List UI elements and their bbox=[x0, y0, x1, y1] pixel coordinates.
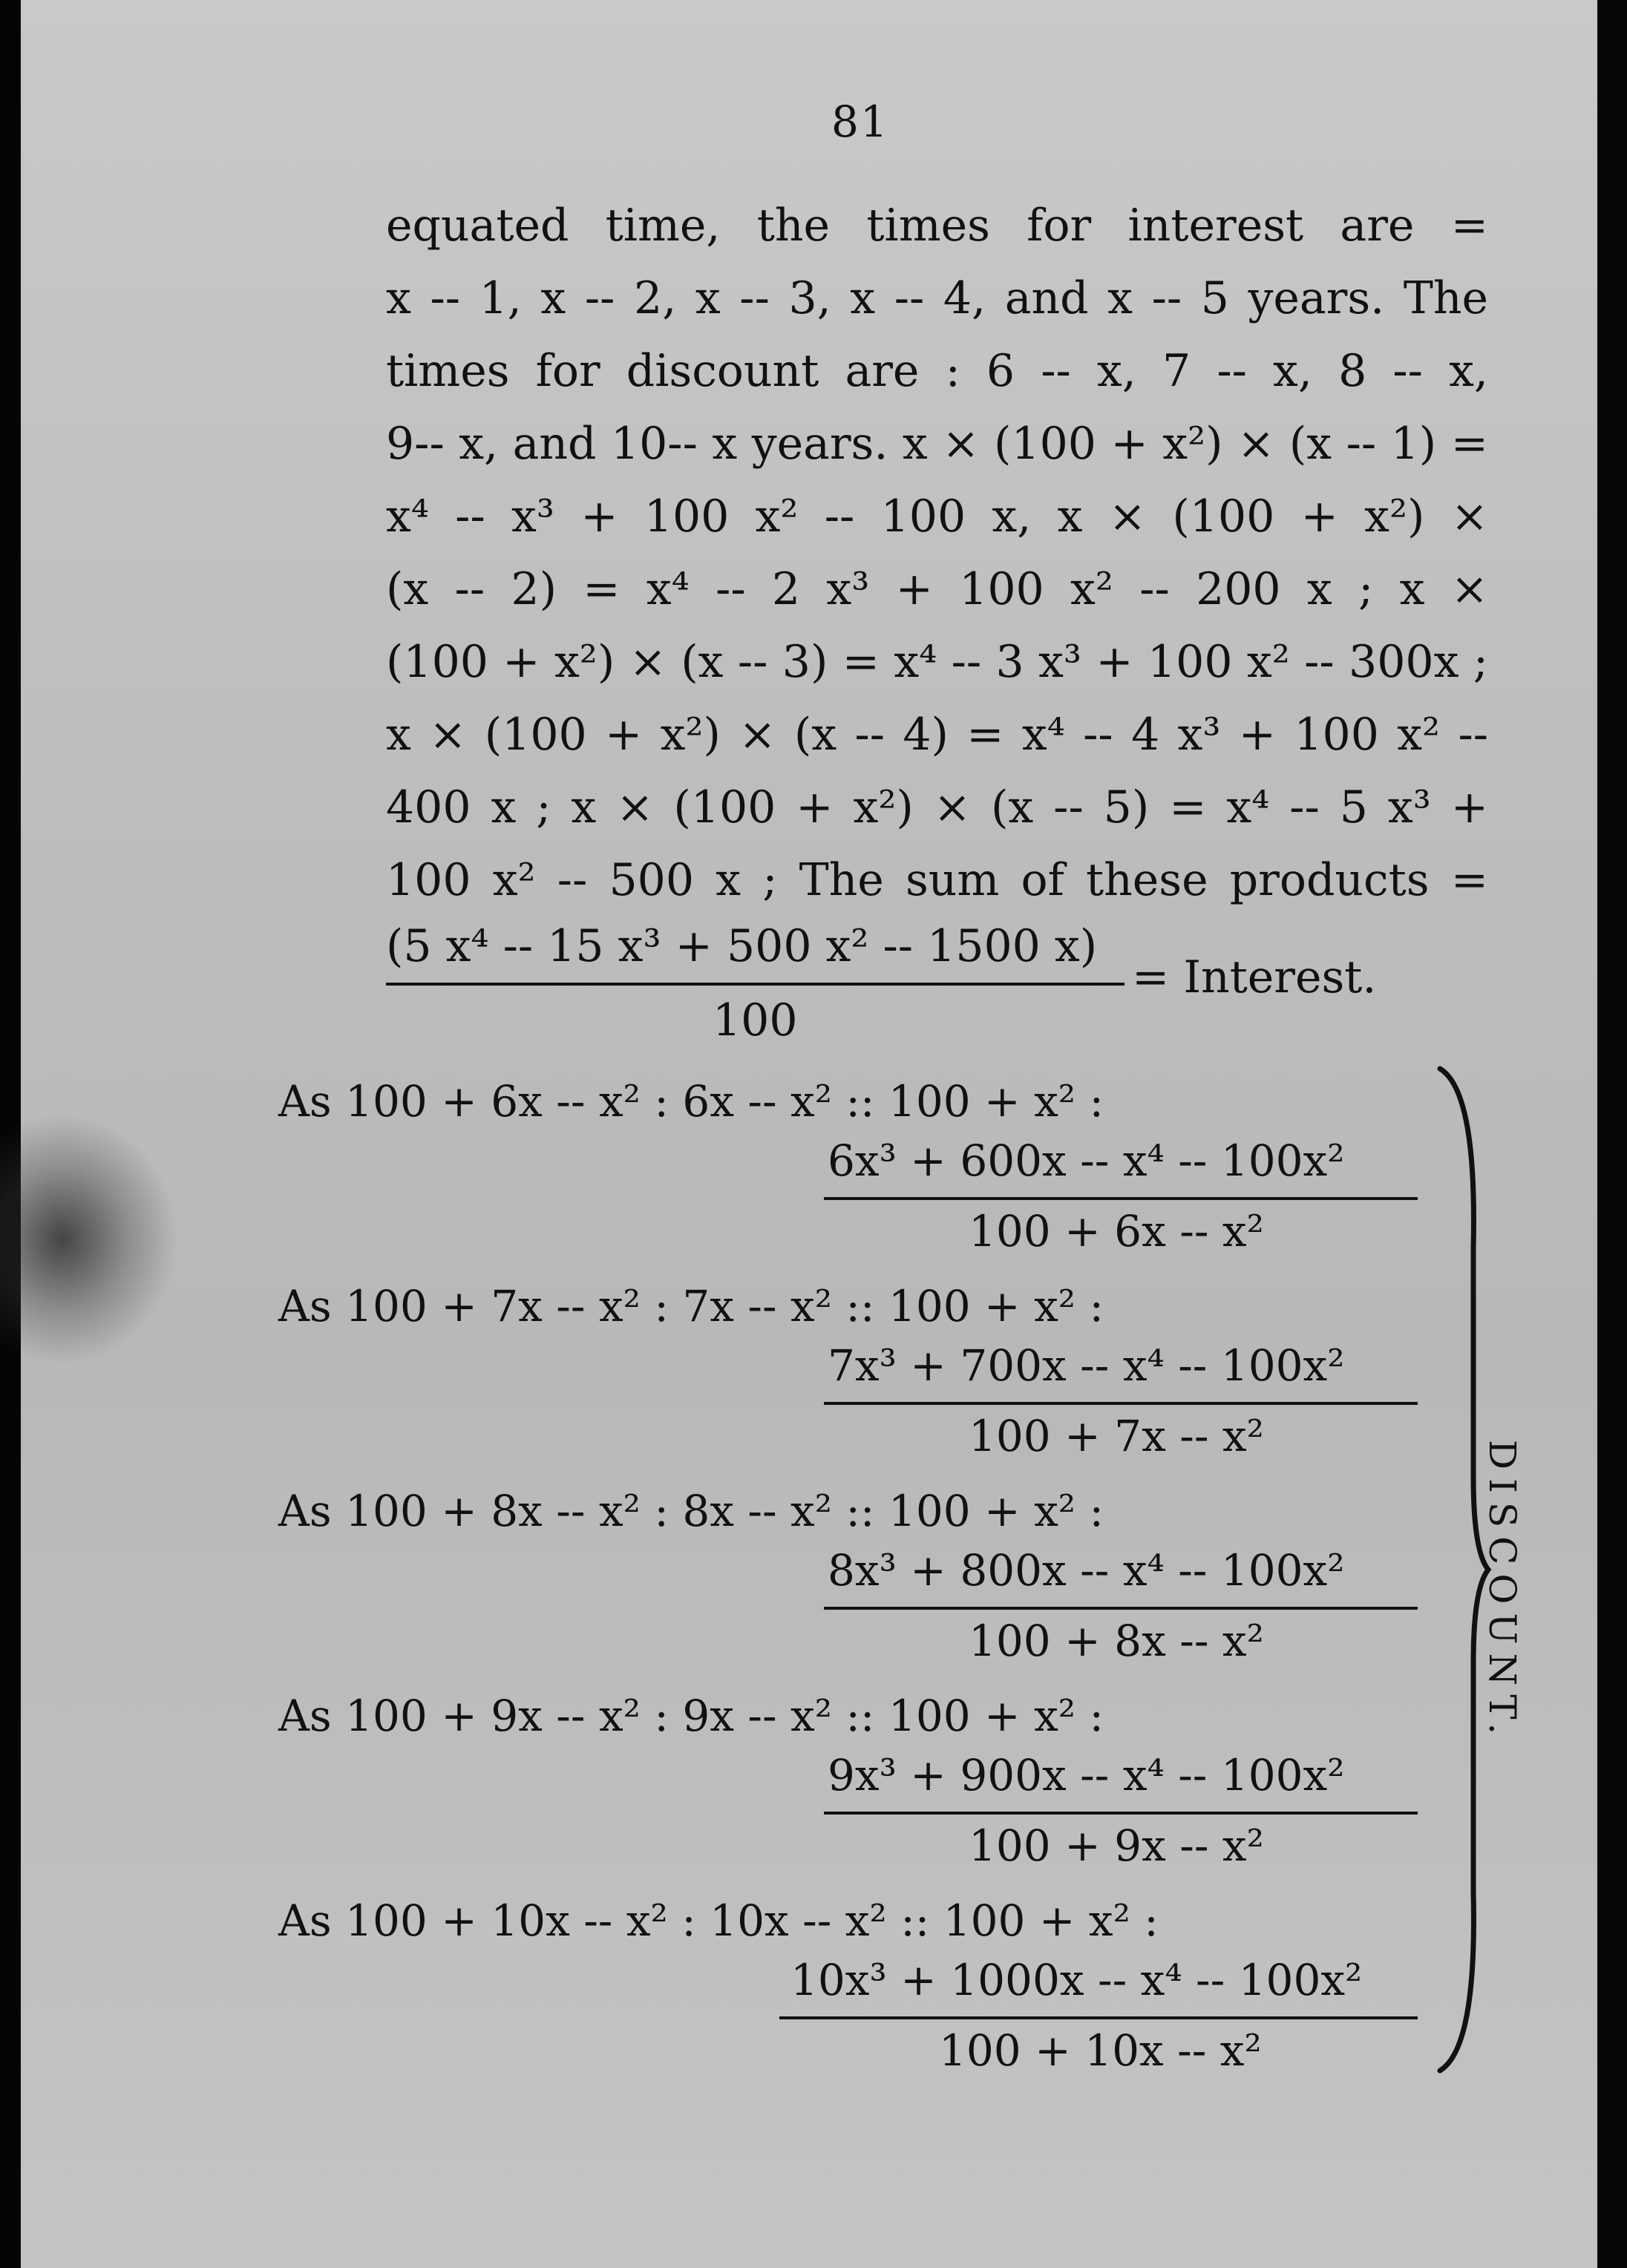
proportion-numerator: 9x³ + 900x -- x⁴ -- 100x² bbox=[828, 1750, 1345, 1800]
proportion-numerator: 6x³ + 600x -- x⁴ -- 100x² bbox=[828, 1135, 1345, 1186]
proportion-denominator: 100 + 9x -- x² bbox=[969, 1820, 1264, 1871]
interest-denominator: 100 bbox=[713, 994, 798, 1046]
proportion-numerator: 8x³ + 800x -- x⁴ -- 100x² bbox=[828, 1545, 1345, 1596]
proportion-numerator: 10x³ + 1000x -- x⁴ -- 100x² bbox=[790, 1955, 1363, 2005]
proportion-denominator: 100 + 8x -- x² bbox=[969, 1616, 1264, 1666]
fraction-bar bbox=[824, 1402, 1418, 1405]
body-line: (100 + x²) × (x -- 3) = x⁴ -- 3 x³ + 100 x² -- 300x ; bbox=[386, 636, 1488, 688]
page-number: 81 bbox=[831, 96, 889, 147]
body-line: 400 x ; x × (100 + x²) × (x -- 5) = x⁴ -- 5 x³ + bbox=[386, 781, 1488, 833]
fraction-bar bbox=[386, 983, 1125, 986]
interest-numerator: (5 x⁴ -- 15 x³ + 500 x² -- 1500 x) bbox=[386, 920, 1098, 972]
proportion-denominator: 100 + 10x -- x² bbox=[939, 2025, 1262, 2076]
fraction-bar bbox=[824, 1197, 1418, 1200]
proportion-item bbox=[278, 1691, 1466, 1895]
body-line: 9-- x, and 10-- x years. x × (100 + x²) × (x -- 1) = bbox=[386, 418, 1488, 470]
proportion-numerator: 7x³ + 700x -- x⁴ -- 100x² bbox=[828, 1340, 1345, 1391]
proportion-statement: As 100 + 7x -- x² : 7x -- x² :: 100 + x² : bbox=[278, 1281, 1104, 1331]
proportion-denominator: 100 + 7x -- x² bbox=[969, 1411, 1264, 1461]
fraction-bar bbox=[824, 1607, 1418, 1610]
proportion-item bbox=[278, 1895, 1466, 2100]
body-paragraph bbox=[386, 189, 1488, 917]
proportion-statement: As 100 + 8x -- x² : 8x -- x² :: 100 + x² : bbox=[278, 1486, 1104, 1536]
discount-side-label: DISCOUNT. bbox=[1481, 1440, 1524, 1744]
body-line: 100 x² -- 500 x ; The sum of these products = bbox=[386, 854, 1488, 906]
proportion-item bbox=[278, 1076, 1466, 1281]
proportion-item bbox=[278, 1281, 1466, 1486]
body-line: x⁴ -- x³ + 100 x² -- 100 x, x × (100 + x²) × bbox=[386, 491, 1488, 543]
body-line: times for discount are : 6 -- x, 7 -- x, 8 -- x, bbox=[386, 345, 1488, 397]
body-line: x -- 1, x -- 2, x -- 3, x -- 4, and x -- 5 years. The bbox=[386, 272, 1488, 324]
body-line: (x -- 2) = x⁴ -- 2 x³ + 100 x² -- 200 x ; x × bbox=[386, 563, 1488, 615]
proportion-statement: As 100 + 10x -- x² : 10x -- x² :: 100 + x² : bbox=[278, 1895, 1159, 1946]
proportion-item bbox=[278, 1486, 1466, 1691]
discount-proportions bbox=[278, 1076, 1466, 2100]
interest-result: = Interest. bbox=[1132, 951, 1377, 1003]
proportion-statement: As 100 + 6x -- x² : 6x -- x² :: 100 + x² : bbox=[278, 1076, 1104, 1127]
proportion-denominator: 100 + 6x -- x² bbox=[969, 1206, 1264, 1256]
body-line: x × (100 + x²) × (x -- 4) = x⁴ -- 4 x³ + 100 x² -- bbox=[386, 709, 1488, 761]
fraction-bar bbox=[824, 1812, 1418, 1815]
body-line: equated time, the times for interest are = bbox=[386, 200, 1488, 252]
fraction-bar bbox=[779, 2016, 1418, 2019]
proportion-statement: As 100 + 9x -- x² : 9x -- x² :: 100 + x² : bbox=[278, 1691, 1104, 1741]
